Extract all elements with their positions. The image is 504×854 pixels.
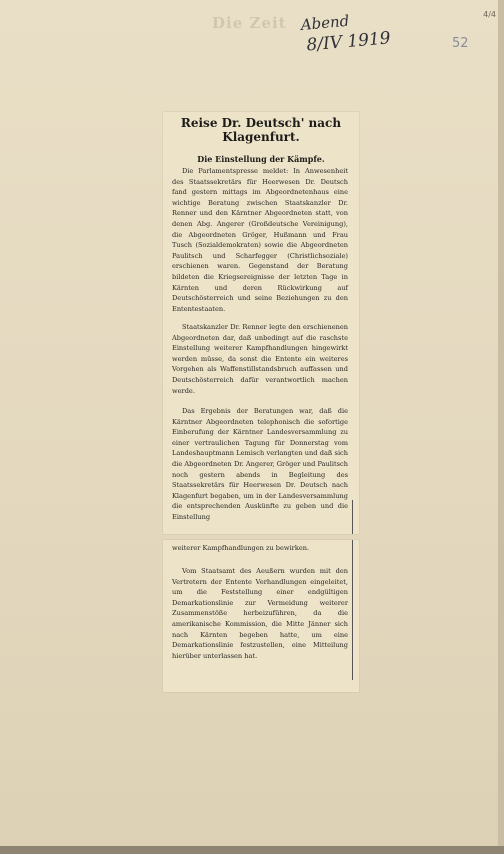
article-headline: Reise Dr. Deutsch' nach Klagenfurt. [180, 116, 342, 144]
page-number: 52 [452, 36, 469, 51]
article-paragraph-3: Das Ergebnis der Beratungen war, daß die Kärntner Abgeordneten telephonisch die sofortige Einberufung der Kärntner Landesversammlung zu einer vertraulichen Tagung für Donnerstag vom Landeshauptmann Lemisch verlangten und daß sich die Abgeordneten Dr. Angerer, Gröger und Paulitsch noch gestern abends in Begleitung des Staatssekretärs für Heerwesen Dr. Deutsch nach Klagenfurt begaben, um in der Landesversammlung die entsprechenden Auskünfte zu geben und die Einstellung [172, 407, 348, 521]
sheet-edge-bottom [0, 846, 504, 854]
column-rule [352, 540, 353, 680]
article-paragraph-1: Die Parlamentspresse meldet: In Anwesenheit des Staatssekretärs für Heerwesen Dr. Deutsch fand gestern mittags im Abgeordnetenhaus eine wichtige Beratung zwischen Staatskanzler Dr. Renner und den Kärntner Abgeordneten statt, von denen Abg. Angerer (Großdeutsche Vereinigung), die Abgeordneten Gröger, Hußmann und Frau Tusch (Sozialdemokraten) sowie die Abgeordneten Paulitsch und Scharfegger (Christlichsoziale) erschienen waren. Gegenstand der Beratung bildeten die Kriegsereignisse der letzten Tage in Kärnten und deren Rückwirkung auf Deutschösterreich und seine Beziehungen zu den Ententestaaten. [172, 167, 348, 313]
article-paragraph-2: Staatskanzler Dr. Renner legte den erschienenen Abgeordneten dar, daß unbedingt auf die raschste Einstellung weiterer Kampfhandlungen hingewirkt werden müsse, da sonst die Entente ein weiteres Vorgehen als Waffenstillstandsbruch auffassen und Deutschösterreich dafür verantwortlich machen werde. [172, 323, 348, 395]
sheet-edge-right [498, 0, 504, 854]
article-subheadline: Die Einstellung der Kämpfe. [197, 154, 325, 164]
newspaper-masthead-fragment: Die Zeit [212, 14, 287, 32]
article-paragraph-5: Vom Staatsamt des Aeußern wurden mit den Vertretern der Entente Verhandlungen eingeleitet, um die Feststellung einer endgültigen Demarkationslinie zur Vermeidung weiterer Zusammenstöße herbeizuführen, da die amerikanische Kommission, die Mitte Jänner sich nach Kärnten begeben hatte, um eine Demarkationslinie festzustellen, eine Mitteilung hierüber unterlassen hat. [172, 567, 348, 660]
handwritten-date-line1: Abend [300, 11, 350, 34]
handwritten-date-line2: 8/IV 1919 [305, 28, 392, 56]
column-rule [352, 500, 353, 534]
corner-archive-mark: 4/4 [483, 10, 496, 19]
handwritten-date [300, 8, 391, 56]
article-paragraph-4: weiterer Kampfhandlungen zu bewirken. [172, 544, 310, 552]
